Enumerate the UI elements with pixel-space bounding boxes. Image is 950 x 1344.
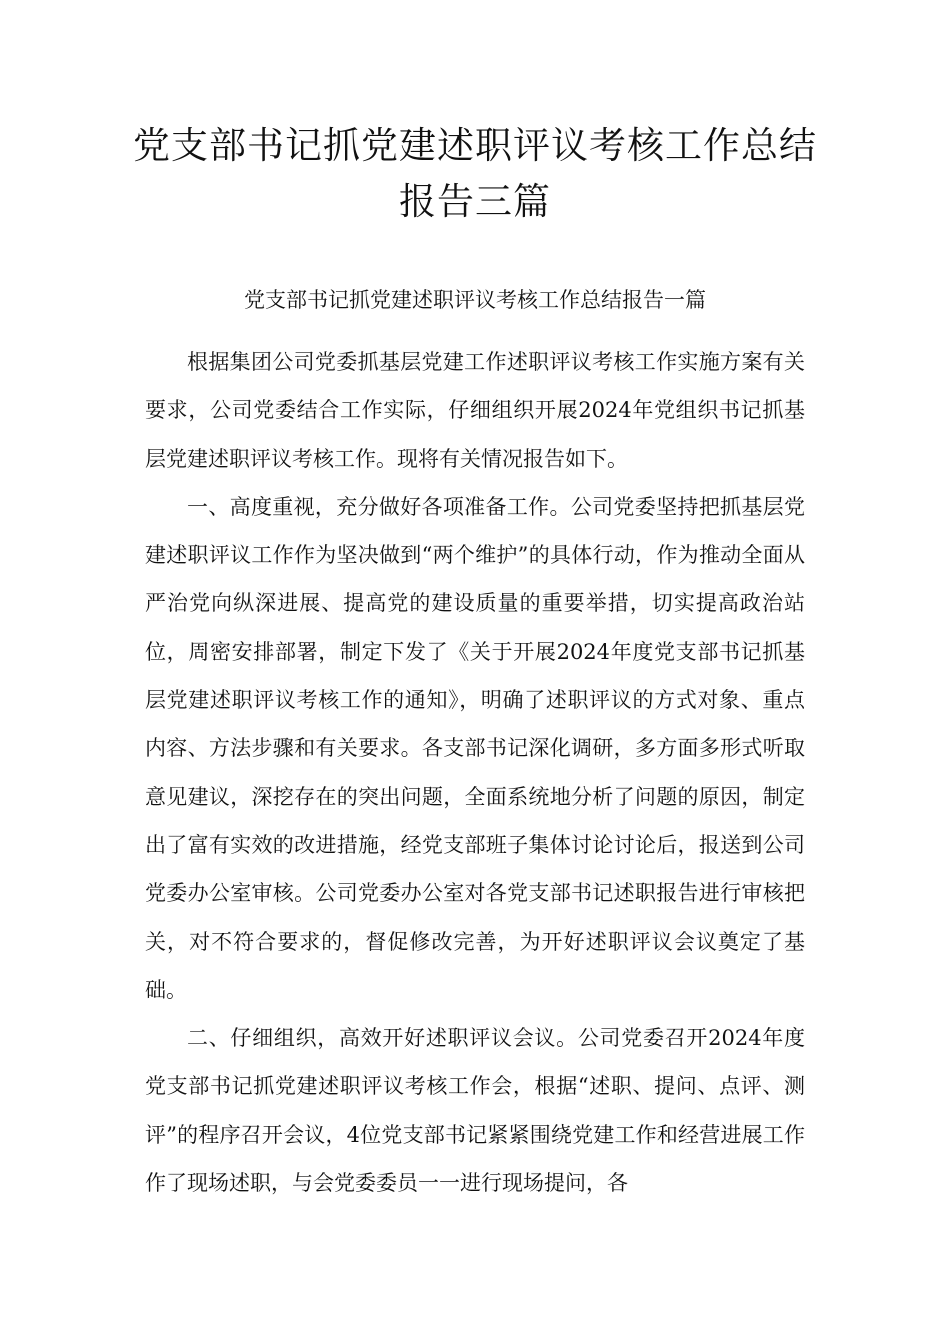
document-title: 党支部书记抓党建述职评议考核工作总结报告三篇 <box>133 124 817 223</box>
document-body <box>145 338 805 1207</box>
paragraph-section-one: 一、高度重视，充分做好各项准备工作。公司党委坚持把抓基层党建述职评议工作作为坚决做到“两个维护”的具体行动，作为推动全面从严治党向纵深进展、提高党的建设质量的重要举措，切实提高政治站位，周密安排部署，制定下发了《关于开展2024年度党支部书记抓基层党建述职评议考核工作的通知》，明确了述职评议的方式对象、重点内容、方法步骤和有关要求。各支部书记深化调研，多方面多形式听取意见建议，深挖存在的突出问题，全面系统地分析了问题的原因，制定出了富有实效的改进措施，经党支部班子集体讨论讨论后，报送到公司党委办公室审核。公司党委办公室对各党支部书记述职报告进行审核把关，对不符合要求的，督促修改完善，为开好述职评议会议奠定了基础。 <box>145 494 805 1002</box>
paragraph-section-two: 二、仔细组织，高效开好述职评议会议。公司党委召开2024年度党支部书记抓党建述职评议考核工作会，根据“述职、提问、点评、测评”的程序召开会议，4位党支部书记紧紧围绕党建工作和经营进展工作作了现场述职，与会党委委员一一进行现场提问，各 <box>145 1026 805 1196</box>
paragraph-intro: 根据集团公司党委抓基层党建工作述职评议考核工作实施方案有关要求，公司党委结合工作实际，仔细组织开展2024年党组织书记抓基层党建述职评议考核工作。现将有关情况报告如下。 <box>145 350 805 471</box>
document-subtitle: 党支部书记抓党建述职评议考核工作总结报告一篇 <box>244 288 706 312</box>
